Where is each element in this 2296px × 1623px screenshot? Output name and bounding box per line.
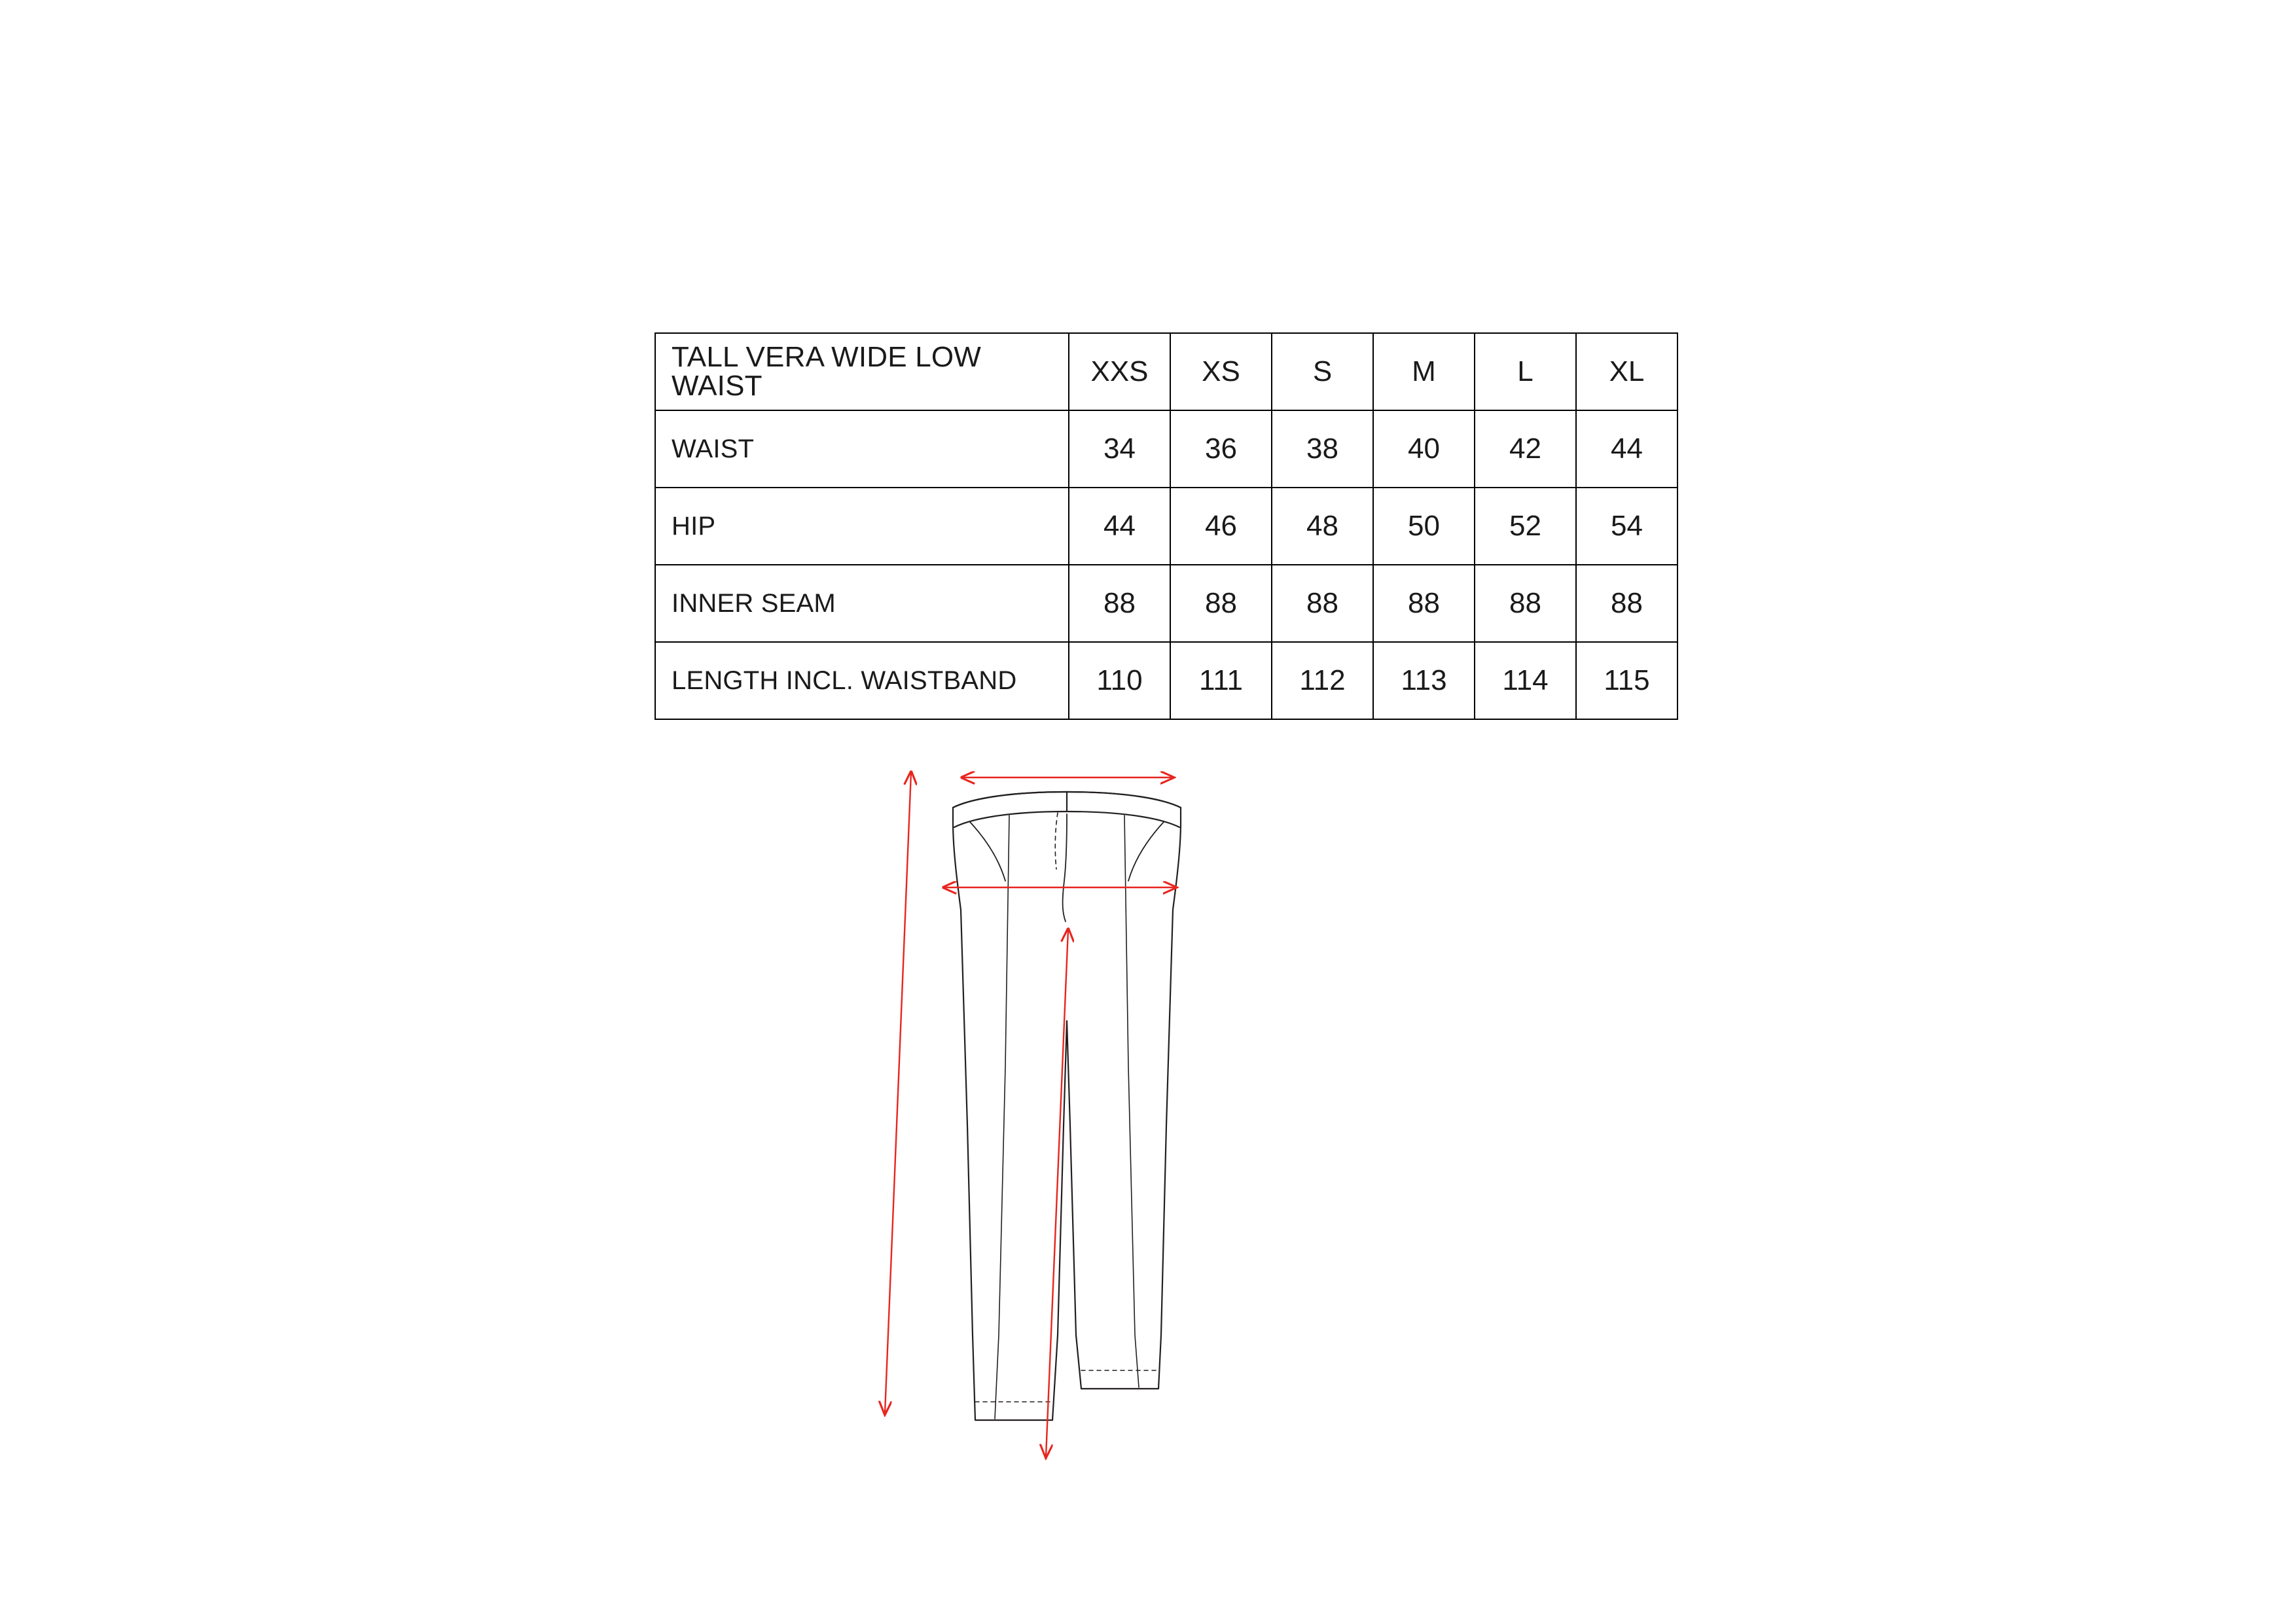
- measurement-value: 115: [1576, 642, 1677, 719]
- size-column-header-xl: XL: [1576, 333, 1677, 410]
- measurement-value: 113: [1373, 642, 1475, 719]
- measurement-value: 112: [1272, 642, 1373, 719]
- size-column-header-s: S: [1272, 333, 1373, 410]
- size-column-header-m: M: [1373, 333, 1475, 410]
- table-row: [655, 410, 1677, 488]
- measurement-value: 42: [1475, 410, 1576, 488]
- trousers-outline: [953, 792, 1181, 1420]
- measurement-value: 54: [1576, 488, 1677, 565]
- total-length-arrow: [885, 772, 911, 1414]
- trousers-technical-drawing: [870, 759, 1446, 1486]
- measurement-value: 36: [1170, 410, 1272, 488]
- measurement-value: 44: [1576, 410, 1677, 488]
- measurement-value: 40: [1373, 410, 1475, 488]
- table-row: [655, 565, 1677, 642]
- measurement-value: 50: [1373, 488, 1475, 565]
- measurement-value: 88: [1576, 565, 1677, 642]
- measurement-label-inner-seam: INNER SEAM: [655, 565, 1069, 642]
- size-column-header-xxs: XXS: [1069, 333, 1170, 410]
- measurement-value: 88: [1272, 565, 1373, 642]
- measurement-label-waist: WAIST: [655, 410, 1069, 488]
- table-row: [655, 488, 1677, 565]
- table-header-row: [655, 333, 1677, 410]
- measurement-value: 111: [1170, 642, 1272, 719]
- measurement-value: 88: [1170, 565, 1272, 642]
- table-row: [655, 642, 1677, 719]
- size-chart-table: [655, 332, 1678, 720]
- measurement-label-length-incl-waistband: LENGTH INCL. WAISTBAND: [655, 642, 1069, 719]
- measurement-value: 88: [1069, 565, 1170, 642]
- measurement-value: 110: [1069, 642, 1170, 719]
- inner-seam-arrow: [1046, 929, 1068, 1457]
- size-column-header-l: L: [1475, 333, 1576, 410]
- measurement-value: 114: [1475, 642, 1576, 719]
- size-chart-title: TALL VERA WIDE LOW WAIST: [655, 333, 1069, 410]
- measurement-value: 52: [1475, 488, 1576, 565]
- measurement-value: 46: [1170, 488, 1272, 565]
- measurement-value: 44: [1069, 488, 1170, 565]
- table-body: [655, 410, 1677, 719]
- size-column-header-xs: XS: [1170, 333, 1272, 410]
- measurement-value: 88: [1475, 565, 1576, 642]
- measurement-value: 48: [1272, 488, 1373, 565]
- measurement-value: 88: [1373, 565, 1475, 642]
- measurement-value: 34: [1069, 410, 1170, 488]
- measurement-value: 38: [1272, 410, 1373, 488]
- measurement-label-hip: HIP: [655, 488, 1069, 565]
- measurement-arrows: [885, 772, 1175, 1457]
- table-header: [655, 333, 1677, 410]
